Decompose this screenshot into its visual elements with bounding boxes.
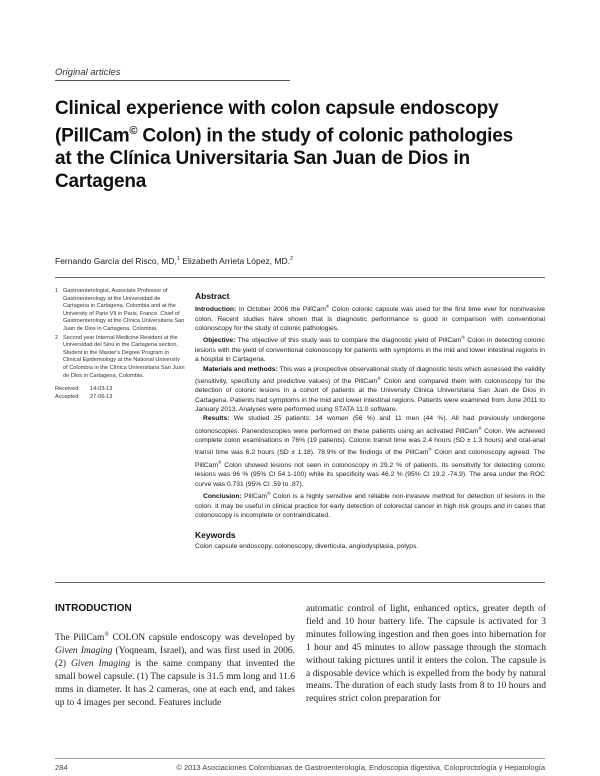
abstract-heading: Abstract <box>195 291 230 301</box>
title-line-1: Clinical experience with colon capsule endoscopy <box>55 98 499 119</box>
keywords-heading: Keywords <box>195 530 236 540</box>
registered-mark: ® <box>377 375 381 381</box>
objective-text-b: Colon in detecting colonic lesions with the yield of conventional colonoscopy for patients with symptoms in the mid and lower intestinal regions in a hospital in Cartagena. <box>195 337 545 364</box>
intro-text-a: In October 2006 the PillCam <box>236 306 326 314</box>
title-line-4: Cartagena <box>55 171 147 193</box>
abstract-introduction <box>195 302 545 333</box>
copyright-mark: © <box>129 125 138 137</box>
body-column-right <box>306 603 546 706</box>
page-number: 284 <box>55 763 68 772</box>
affiliation-text: Second year Internal Medicine Resident at the Universidad del Sinú in the Cartagena section, Student in the Master's Degree Program in Clinical Epidemiology at the National University of Colombia in the Clínica Universitaria San Juan de Dios in Cartagena, Colombia. <box>63 334 185 379</box>
affiliation-item <box>55 335 185 381</box>
author-1: Fernando García del Risco, MD, <box>55 256 177 266</box>
methods-label: Materials and methods: <box>203 365 278 373</box>
copyright-notice: © 2013 Asociaciones Colombianas de Gastroenterología, Endoscopia digestiva, Coloproctología y Hepatología <box>176 763 545 772</box>
title-line-2 <box>55 120 555 147</box>
abstract-methods <box>195 365 545 415</box>
intro-left-d: is the same company that invented the small bowel capsule. (1) The capsule is 31.5 mm long and 11.6 mms in diameter. It has 2 cameras, one at each end, and takes up to 4 images per second. Features include <box>55 658 295 708</box>
intro-label: Introduction: <box>195 306 237 314</box>
affiliation-item <box>55 288 185 334</box>
received-label: Received: <box>55 386 80 393</box>
registered-mark: ® <box>325 304 330 310</box>
title-line-3: at the Clínica Universitaria San Juan de Dios in <box>55 148 470 170</box>
accepted-date: 27-06-13 <box>90 393 113 400</box>
dates-block <box>55 386 185 401</box>
abstract-objective <box>195 333 545 364</box>
author-1-ref: 1 <box>176 256 180 263</box>
conclusion-label: Conclusion: <box>203 493 242 501</box>
intro-text-b: Colon colonic capsule was used for the first time ever for noninvasive colon. Recent studies have shown that is diagnostic performance is good in comparison with conventional colonoscopy for the study of colonic pathologies. <box>195 306 546 333</box>
intro-left-a: The PillCam <box>55 633 105 644</box>
abstract <box>195 292 545 520</box>
affiliation-text: Gastroenterologist, Associate Professor of Gastroenterology at the Universidad de Cartagena in Cartagena, Colombia and at the University of Paris VII in Paris, France. Chief of Gastroenterology at the Clínica Universitaria San Juan de Dios in Cartagena, Colombia. <box>63 288 185 332</box>
title-line-2a: (PillCam <box>55 125 130 147</box>
methods-text-b: Colon and compared them with colonoscopy for the detection of colonic lesions in a cohort of patients at the University Clinica Universitaria San Juan de Dios in Cartagena. Patients had symptoms in the mid and lower intestinal regions. Patients were examined from June 2011 to January 2013. Analyses were performed using STATA 11.0 software. <box>195 378 545 413</box>
abstract-results <box>195 414 545 489</box>
registered-mark: ® <box>478 425 482 431</box>
company-name: Given Imaging <box>55 646 113 657</box>
affiliations <box>55 288 185 401</box>
results-text-d: Colon showed lesions not seen in colonoscopy in 29.2 % of patients. Its sensitivity for detecting colonic lesions was 96 % (95% CI 54.1-100) while its specificity was 46.2 % (95% CI 19.2 -74.9). The area under the ROC curve was 0.731 (95% CI .59 to .87). <box>195 462 545 488</box>
received-date: 14-03-13 <box>90 386 113 393</box>
section-label: Original articles <box>55 67 121 78</box>
affiliation-number: 2 <box>55 334 59 341</box>
body-column-left <box>55 629 295 710</box>
article-title <box>55 97 555 193</box>
accepted-row <box>55 394 185 402</box>
registered-mark: ® <box>218 459 222 465</box>
registered-mark: ® <box>428 447 432 453</box>
received-row <box>55 386 185 394</box>
keywords-text: Colon capsule endoscopy, colonoscopy, diverticula, angiodysplasia, polyps. <box>195 543 419 550</box>
conclusion-text-b: Colon is a highly sensitive and reliable non-invasive method for detection of lesions in the colon. It may be useful in clinical practice for early detection of colorectal cancer in high risk groups and in cases that colonoscopy is incomplete or contraindicated. <box>195 493 545 519</box>
results-text-a: We studied 25 patients: 14 women (56 %) and 11 men (44 %). All had previously undergone colonoscopies. Panendoscopies were performed on these patients using an activated PillCam <box>195 415 545 435</box>
accepted-label: Accepted: <box>55 393 80 400</box>
conclusion-text-a: PillCam <box>241 493 268 501</box>
intro-paragraph-right: automatic control of light, enhanced optics, greater depth of field and 10 hour battery life. The capsule is activated for 3 minutes following ingestion and then goes into hibernation for 1 hour and 45 minutes to allow passage through the stomach without taking pictures until it enters the colon. The capsule is a disposable device which is expelled from the body by natural means. The duration of each study lasts from 8 to 10 hours and requires strict colon preparation for <box>306 604 546 705</box>
results-text-b: Colon. We achieved complete colon examinations in 76% (19 patients). Colonic transit time was 2.4 hours (SD ± 1.3 hours) and oral-anal transit time was 6.2 hours (SD ± 1.18). 78.9% of the findings of the PillCam <box>195 427 545 457</box>
author-2: Elizabeth Arrieta López, MD. <box>179 256 291 266</box>
registered-mark: ® <box>461 335 465 341</box>
header-divider <box>55 277 545 278</box>
registered-mark: ® <box>104 632 109 638</box>
results-label: Results: <box>203 415 230 423</box>
intro-left-b: COLON capsule endoscopy was developed by <box>108 633 295 644</box>
affiliation-number: 1 <box>55 288 59 294</box>
introduction-heading: INTRODUCTION <box>55 603 132 614</box>
objective-label: Objective: <box>203 337 236 345</box>
intro-left-c: (Yoqneam, Israel), and was first used in 2006. (2) <box>55 646 295 669</box>
objective-text-a: The objective of this study was to compare the diagnostic yield of PillCam <box>235 337 462 345</box>
company-name: Given Imaging <box>70 658 131 669</box>
abstract-conclusion <box>195 489 545 520</box>
intro-paragraph-left <box>55 629 295 710</box>
title-line-2b: Colon) in the study of colonic pathologies <box>137 125 513 147</box>
author-2-ref: 2 <box>290 256 294 263</box>
body-divider <box>55 582 545 583</box>
registered-mark: ® <box>267 491 271 497</box>
footer-divider <box>55 758 545 759</box>
author-line <box>55 256 293 266</box>
results-text-c: Colon and colonoscopy agreed. The PillCam <box>195 449 545 470</box>
methods-text-a: This was a prospective observational study of diagnostic tests which assessed the validity (sensitivity, specificity and predictive values) of the PillCam <box>195 365 545 386</box>
section-rule <box>55 80 290 81</box>
